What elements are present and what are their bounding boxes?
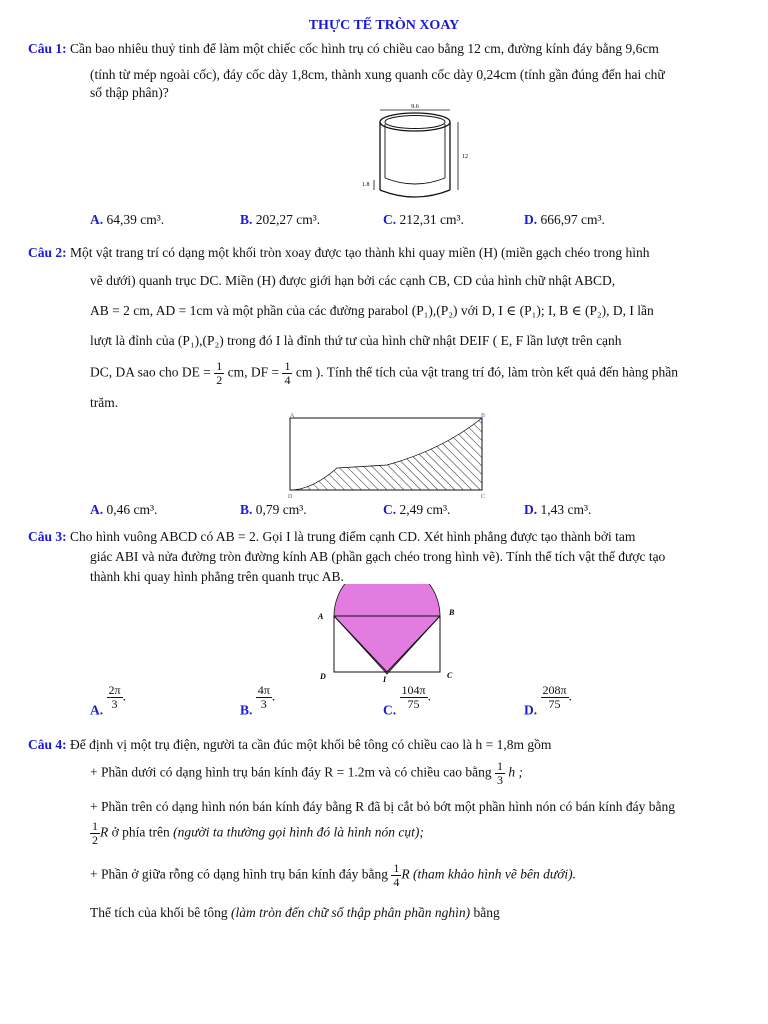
question-text: (làm tròn đến chữ số thập phân phần nghìn) xyxy=(230,905,471,920)
question-text: vẽ dưới) quanh trục DC. Miền (H) được giới hạn bởi các cạnh CB, CD của hình chữ nhật ABCD, xyxy=(90,273,616,288)
question-text: (tính từ mép ngoài cốc), đáy cốc dày 1,8cm, thành xung quanh cốc dày 0,24cm (tính gần đúng đến hai chữ xyxy=(90,67,665,82)
question-text: thành khi quay hình phẳng trên quanh trục AB. xyxy=(90,569,344,584)
question-text: Cho hình vuông ABCD có AB = 2. Gọi I là trung điểm cạnh CD. Xét hình phẳng được tạo thành bởi tam xyxy=(70,529,636,544)
fraction-denominator: 4 xyxy=(393,875,400,889)
question-text: ở phía trên xyxy=(111,824,170,840)
fraction-denominator: 2 xyxy=(92,833,98,847)
answer-text: 212,31 cm³. xyxy=(399,212,464,227)
fraction-numerator: 1 xyxy=(216,359,223,373)
answer-option[interactable] xyxy=(524,502,591,518)
question-1 xyxy=(28,40,750,58)
answer-letter: C. xyxy=(383,702,397,718)
question-text xyxy=(90,820,750,847)
answer-option[interactable]: A. $\frac{2\pi}{3}$ . xyxy=(90,683,126,718)
question-3 xyxy=(28,528,750,546)
fraction-denominator: 3 xyxy=(260,697,267,711)
fraction-numerator: 1 xyxy=(92,819,98,833)
fraction-denominator: 3 xyxy=(111,697,118,711)
question-text: + Phần dưới có dạng hình trụ bán kính đáy R = 1.2m và có chiều cao bằng xyxy=(90,764,492,780)
answer-option[interactable]: D. $\frac{208\pi}{75}$ . xyxy=(524,683,572,718)
answer-fraction xyxy=(256,684,272,711)
fraction-denominator: 4 xyxy=(284,373,291,387)
question-text: trăm. xyxy=(90,395,119,410)
question-text: (người ta thường gọi hình đó là hình nón cụt); xyxy=(173,824,424,840)
fraction-denominator: 75 xyxy=(548,697,561,711)
answer-text: 666,97 cm³. xyxy=(540,212,605,227)
answer-letter: B. xyxy=(240,702,253,718)
answer-letter: D. xyxy=(524,502,538,517)
answer-option[interactable] xyxy=(524,212,605,228)
question-label: Câu 4: xyxy=(28,737,67,752)
answer-text: 1,43 cm³. xyxy=(540,502,592,517)
answer-text: 0,46 cm³. xyxy=(106,502,158,517)
answer-option[interactable] xyxy=(383,212,464,228)
fraction xyxy=(90,820,100,847)
point-label: I xyxy=(383,675,387,684)
answer-letter: D. xyxy=(524,702,538,718)
question-text: bằng xyxy=(473,905,500,920)
answer-letter: C. xyxy=(383,502,397,517)
point-label: B xyxy=(481,413,486,419)
answer-option[interactable] xyxy=(383,502,450,518)
question-text: (tham khảo hình vẽ bên dưới). xyxy=(413,866,577,882)
fraction-numerator: 4π xyxy=(257,683,270,697)
answer-text: 64,39 cm³. xyxy=(106,212,165,227)
question-text: R xyxy=(401,866,410,882)
question-text: + Phần trên có dạng hình nón bán kính đáy bằng R đã bị cắt bỏ bớt một phần hình nón có bán kính đáy bằng xyxy=(90,799,676,814)
fraction-numerator: 1 xyxy=(284,359,291,373)
answer-option[interactable] xyxy=(90,502,157,518)
fraction-numerator: 208π xyxy=(542,683,567,697)
answer-text: 0,79 cm³. xyxy=(255,502,307,517)
fraction-numerator: 2π xyxy=(108,683,121,697)
fraction-numerator: 104π xyxy=(401,683,426,697)
answer-option[interactable] xyxy=(90,212,164,228)
answer-option[interactable]: C. $\frac{104\pi}{75}$ . xyxy=(383,683,431,718)
question-text: giác ABI và nửa đường tròn đường kính AB (phần gạch chéo trong hình vẽ). Tính thể tích vật thể được tạo xyxy=(90,549,666,564)
question-text: lượt là đỉnh của (P₁),(P₂) trong đó I là đỉnh thứ tư của hình chữ nhật DEIF ( E, F lần lượt trên cạnh xyxy=(90,333,622,348)
point-label: C xyxy=(447,671,453,680)
question-text: số thập phân)? xyxy=(90,85,169,100)
question-text xyxy=(90,360,750,387)
answer-letter: A. xyxy=(90,502,104,517)
fraction-numerator: 1 xyxy=(393,861,400,875)
dimension-label: 1.8 xyxy=(362,182,370,188)
point-label: A xyxy=(290,413,295,419)
dimension-label: 12 xyxy=(462,154,468,160)
question-text xyxy=(90,760,750,787)
question-text: DC, DA sao cho DE = xyxy=(90,364,211,380)
point-label: D xyxy=(320,672,326,681)
point-label: A xyxy=(318,612,324,621)
answer-option[interactable] xyxy=(240,212,320,228)
fraction xyxy=(495,760,505,787)
fraction xyxy=(282,360,292,387)
question-4 xyxy=(28,736,750,754)
answer-letter: A. xyxy=(90,702,104,718)
question-text: R xyxy=(100,824,109,840)
answer-letter: B. xyxy=(240,502,253,517)
question-text xyxy=(90,904,750,922)
dimension-label: 9.6 xyxy=(411,104,419,110)
question-label: Câu 3: xyxy=(28,529,67,544)
question-text: cm, DF = xyxy=(227,364,280,380)
parabola-region-figure xyxy=(282,410,492,500)
answer-letter: A. xyxy=(90,212,104,227)
answer-fraction xyxy=(541,684,569,711)
question-text: Một vật trang trí có dạng một khối tròn xoay được tạo thành khi quay miền (H) (miền gạch chéo trong hình xyxy=(70,245,650,260)
question-label: Câu 1: xyxy=(28,41,67,56)
fraction xyxy=(391,862,401,889)
question-text: AB = 2 cm, AD = 1cm và một phần của các đường parabol (P₁),(P₂) với D, I ∈ (P₁); I, B ∈ (P₂), D, I lần xyxy=(90,303,654,318)
point-label: C xyxy=(481,494,486,500)
answer-text: 202,27 cm³. xyxy=(255,212,321,227)
point-label: D xyxy=(288,494,293,500)
answer-text: 2,49 cm³. xyxy=(399,502,451,517)
answer-fraction xyxy=(400,684,428,711)
question-label: Câu 2: xyxy=(28,245,67,260)
question-text: h ; xyxy=(508,764,523,780)
answer-letter: B. xyxy=(240,212,253,227)
question-text: Cần bao nhiêu thuỷ tinh để làm một chiếc cốc hình trụ có chiều cao bằng 12 cm, đường kính đáy bằng 9,6cm xyxy=(70,41,659,56)
glass-cylinder-figure xyxy=(360,100,480,210)
point-label: B xyxy=(449,608,455,617)
answer-option[interactable] xyxy=(240,502,307,518)
fraction-numerator: 1 xyxy=(496,759,503,773)
fraction-denominator: 75 xyxy=(407,697,420,711)
question-text xyxy=(90,862,750,889)
fraction xyxy=(214,360,224,387)
question-text: cm ). Tính thể tích của vật trang trí đó, làm tròn kết quả đến hàng phần xyxy=(295,364,678,380)
answer-option[interactable]: B. $\frac{4\pi}{3}$ . xyxy=(240,683,276,718)
question-text: Để định vị một trụ điện, người ta cần đúc một khối bê tông có chiều cao là h = 1,8m gồm xyxy=(70,737,552,752)
answer-letter: D. xyxy=(524,212,538,227)
question-text: Thể tích của khối bê tông xyxy=(90,905,228,920)
answer-letter: C. xyxy=(383,212,397,227)
square-semicircle-figure xyxy=(312,584,462,684)
question-2 xyxy=(28,244,750,262)
answer-fraction xyxy=(107,684,123,711)
fraction-denominator: 2 xyxy=(216,373,223,387)
question-text: + Phần ở giữa rỗng có dạng hình trụ bán kính đáy bằng xyxy=(90,866,389,882)
page-title: THỰC TẾ TRÒN XOAY xyxy=(308,18,460,33)
fraction-denominator: 3 xyxy=(496,773,503,787)
